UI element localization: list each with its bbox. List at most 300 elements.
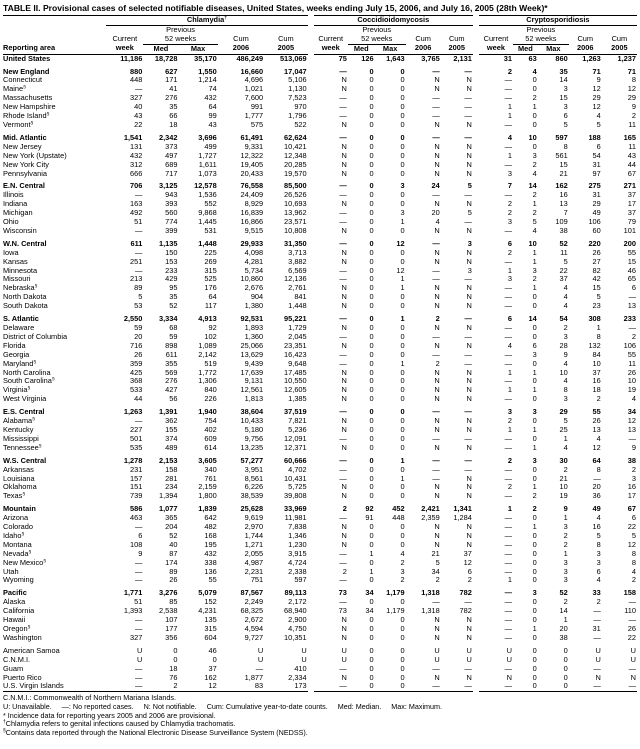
value-cell: 3 <box>563 332 568 341</box>
value-cell: 233 <box>165 266 178 275</box>
value-cell: 0 <box>369 103 374 112</box>
value-cell: 71 <box>592 67 601 76</box>
value-cell: 0 <box>369 359 374 368</box>
reporting-area-cell: Wisconsin <box>3 226 37 235</box>
value-cell: 0 <box>400 293 405 302</box>
table-row <box>3 616 637 625</box>
value-cell: 3,765 <box>421 54 440 63</box>
value-cell: 233 <box>623 315 636 324</box>
value-cell: N <box>341 523 347 532</box>
value-cell: 12 <box>396 239 405 248</box>
value-cell: 8 <box>631 549 636 558</box>
value-cell: — <box>628 664 636 673</box>
value-cell: 8 <box>596 332 601 341</box>
value-cell: 0 <box>532 655 537 664</box>
value-cell: — <box>135 673 143 682</box>
reporting-area-cell: West Virginia <box>3 395 47 404</box>
value-cell: N <box>434 151 440 160</box>
value-cell: N <box>434 531 440 540</box>
value-cell: 24,409 <box>240 191 264 200</box>
value-cell: 2,055 <box>244 549 264 558</box>
value-cell: 29 <box>627 94 636 103</box>
value-cell: 64 <box>208 103 217 112</box>
value-cell: 2 <box>532 94 537 103</box>
value-cell: 17,639 <box>240 368 264 377</box>
weeks52-header: 52 weeks <box>348 35 406 44</box>
reporting-area-cell: North Dakota <box>3 293 47 302</box>
value-cell: U <box>301 646 307 655</box>
value-cell: 597 <box>294 576 307 585</box>
value-cell: 5 <box>563 120 568 129</box>
reporting-area-cell: New York City <box>3 160 50 169</box>
value-cell: 2 <box>563 465 568 474</box>
value-cell: 0 <box>369 275 374 284</box>
value-cell: — <box>504 284 513 293</box>
value-cell: 176 <box>204 284 217 293</box>
value-cell: — <box>406 682 441 691</box>
value-cell: 0 <box>369 191 374 200</box>
reporting-area-cell: New England <box>3 67 50 76</box>
reporting-area-cell: Pacific <box>3 589 27 598</box>
value-cell: N <box>341 169 347 178</box>
value-cell: 356 <box>165 633 178 642</box>
value-cell: 2 <box>400 558 405 567</box>
value-cell: 4,281 <box>244 257 264 266</box>
value-cell: — <box>504 465 513 474</box>
value-cell: 4 <box>563 302 568 311</box>
value-cell: 173 <box>264 682 311 691</box>
table-row <box>3 249 637 258</box>
value-cell: 365 <box>165 514 178 523</box>
value-cell: 4,098 <box>244 248 264 257</box>
value-cell: 52 <box>169 302 178 311</box>
value-cell: 1 <box>507 151 513 160</box>
value-cell: 0 <box>369 655 374 664</box>
value-cell: 2,761 <box>288 284 307 293</box>
value-cell: U <box>506 646 513 655</box>
value-cell: 1,021 <box>244 85 264 94</box>
value-cell: — <box>339 474 347 483</box>
value-cell: 1,271 <box>244 540 264 549</box>
value-cell: 37 <box>463 549 472 558</box>
value-cell: 0 <box>375 682 406 691</box>
value-cell: 0 <box>369 160 374 169</box>
value-cell: N <box>466 625 472 633</box>
value-cell: 4 <box>563 377 568 386</box>
reporting-area-cell: Missouri <box>3 275 31 284</box>
value-cell: — <box>255 664 264 673</box>
value-cell: 2,672 <box>244 616 264 625</box>
value-cell: 5,180 <box>244 425 264 434</box>
reporting-area-header: Reporting area <box>3 44 56 53</box>
reporting-area-cell: Alabama§ <box>3 417 35 426</box>
value-cell: 642 <box>204 514 217 523</box>
value-cell: N <box>341 531 347 540</box>
value-cell: 10 <box>528 239 537 248</box>
value-cell: 107 <box>165 616 178 625</box>
value-cell: 6 <box>631 284 636 293</box>
value-cell: 1,536 <box>198 191 217 200</box>
value-cell: N <box>466 483 472 492</box>
reporting-area-cell: California <box>3 607 35 616</box>
value-cell: 432 <box>204 549 217 558</box>
value-cell: 20,285 <box>284 160 307 169</box>
value-cell: 427 <box>165 386 178 395</box>
value-cell: 55 <box>208 576 217 585</box>
value-cell: 66 <box>169 112 178 121</box>
value-cell: N <box>630 673 636 682</box>
value-cell: 18,728 <box>154 54 178 63</box>
med-header: Med <box>518 44 533 53</box>
value-cell: 12,091 <box>284 434 307 443</box>
value-cell: 106 <box>588 218 601 227</box>
table-row <box>3 227 637 236</box>
disease-table <box>3 15 637 692</box>
value-cell: 34 <box>431 567 440 576</box>
value-cell: 1 <box>532 248 537 257</box>
value-cell: — <box>432 103 440 112</box>
value-cell: 0 <box>369 209 374 218</box>
value-cell: 1,237 <box>617 54 636 63</box>
value-cell: 3,915 <box>288 549 307 558</box>
value-cell: 46 <box>208 646 217 655</box>
value-cell: 51 <box>134 218 143 227</box>
value-cell: 152 <box>204 598 217 607</box>
value-cell: 29 <box>592 200 601 209</box>
value-cell: 225 <box>204 248 217 257</box>
value-cell: 1 <box>507 425 513 434</box>
value-cell: — <box>432 112 440 121</box>
value-cell: 751 <box>250 576 264 585</box>
value-cell: 1,385 <box>288 395 307 404</box>
value-cell: 3 <box>631 474 636 483</box>
value-cell: 43 <box>134 112 143 121</box>
value-cell: N <box>434 341 440 350</box>
value-cell: N <box>434 395 440 404</box>
table-row <box>3 275 637 284</box>
value-cell: — <box>339 598 347 607</box>
region-row <box>3 182 637 191</box>
value-cell: N <box>466 616 472 625</box>
value-cell: 1 <box>596 324 601 332</box>
value-cell: 188 <box>588 133 601 142</box>
value-cell: N <box>434 160 440 169</box>
value-cell: 0 <box>400 386 405 395</box>
reporting-area-cell: Vermont§ <box>3 120 34 129</box>
year-2006-header: 2006 <box>577 44 594 53</box>
value-cell: N <box>341 200 347 209</box>
value-cell: — <box>135 85 143 94</box>
value-cell: — <box>504 664 513 673</box>
value-cell: 0 <box>400 531 405 540</box>
cum-header: Cum <box>233 34 249 44</box>
value-cell: 10,431 <box>284 474 307 483</box>
value-cell: 3,882 <box>288 257 307 266</box>
table-row <box>3 152 637 161</box>
value-cell: — <box>432 266 440 275</box>
value-cell: 9 <box>596 76 601 85</box>
value-cell: 0 <box>400 94 405 103</box>
value-cell: 368 <box>130 377 143 386</box>
value-cell: N <box>466 160 472 169</box>
value-cell: 1,391 <box>158 408 178 417</box>
value-cell: 75 <box>338 54 347 63</box>
table-row <box>3 523 637 532</box>
value-cell: 20,433 <box>240 169 264 178</box>
value-cell: 53 <box>134 302 143 311</box>
value-cell: N <box>595 673 601 682</box>
value-cell: — <box>593 633 601 642</box>
table-row <box>3 333 637 342</box>
value-cell: — <box>464 112 472 121</box>
value-cell: 0 <box>532 646 537 655</box>
value-cell: 12,322 <box>240 151 264 160</box>
value-cell: 162 <box>204 673 217 682</box>
value-cell: 499 <box>204 142 217 151</box>
value-cell: 0 <box>532 434 537 443</box>
value-cell: N <box>341 633 347 642</box>
value-cell: 2 <box>596 598 601 607</box>
value-cell: — <box>339 350 347 359</box>
value-cell: 55 <box>627 248 636 257</box>
value-cell: 3 <box>507 408 513 417</box>
footnotes <box>3 694 637 737</box>
value-cell: 12,136 <box>284 275 307 284</box>
value-cell: 1,135 <box>158 239 178 248</box>
value-cell: 3 <box>507 218 513 227</box>
value-cell: 0 <box>369 341 374 350</box>
week-header: week <box>115 44 134 53</box>
previous-header: Previous <box>526 25 556 34</box>
value-cell: 117 <box>204 302 217 311</box>
blank-cell <box>441 25 476 34</box>
value-cell: 0 <box>369 169 374 178</box>
value-cell: — <box>464 103 472 112</box>
value-cell: 0 <box>400 523 405 532</box>
value-cell: N <box>341 76 347 85</box>
value-cell: 991 <box>250 103 264 112</box>
value-cell: N <box>466 248 472 257</box>
value-cell: 91 <box>365 514 374 523</box>
reporting-area-cell: E.N. Central <box>3 182 45 191</box>
value-cell: 0 <box>532 558 537 567</box>
value-cell: 155 <box>165 425 178 434</box>
value-cell: — <box>432 408 440 417</box>
value-cell: — <box>106 682 143 691</box>
value-cell: 5 <box>467 182 472 191</box>
week-header: week <box>321 44 340 53</box>
reporting-area-cell: Iowa <box>3 248 19 257</box>
value-cell: 0 <box>532 540 537 549</box>
reporting-area-cell: Utah <box>3 567 19 576</box>
reporting-area-cell: C.N.M.I. <box>3 655 31 664</box>
value-cell: 1,727 <box>198 151 217 160</box>
table-row <box>3 492 637 501</box>
value-cell: 1,179 <box>386 589 405 598</box>
value-cell: N <box>466 284 472 293</box>
value-cell: 560 <box>165 209 178 218</box>
value-cell: 2,249 <box>244 598 264 607</box>
value-cell: — <box>464 598 472 607</box>
reporting-area-cell: Michigan <box>3 209 33 218</box>
value-cell: 374 <box>165 434 178 443</box>
value-cell: 0 <box>369 332 374 341</box>
value-cell: 3,696 <box>198 133 217 142</box>
value-cell: N <box>434 257 440 266</box>
value-cell: 35,170 <box>194 54 217 63</box>
value-cell: 0 <box>400 302 405 311</box>
value-cell: — <box>464 94 472 103</box>
value-cell: 0 <box>369 408 374 417</box>
table-row <box>3 656 637 665</box>
value-cell: N <box>341 483 347 492</box>
value-cell: 68,325 <box>240 607 264 616</box>
value-cell: 195 <box>204 540 217 549</box>
value-cell: N <box>434 523 440 532</box>
reporting-area-cell: Louisiana <box>3 474 35 483</box>
value-cell: 200 <box>623 239 636 248</box>
value-cell: 12 <box>592 85 601 94</box>
value-cell: 24 <box>431 182 440 191</box>
value-cell: 6 <box>563 112 568 121</box>
value-cell: — <box>504 558 513 567</box>
value-cell: 231 <box>130 465 143 474</box>
value-cell: N <box>341 85 347 94</box>
value-cell: 1 <box>369 549 374 558</box>
value-cell: 17,047 <box>284 67 307 76</box>
value-cell: 1 <box>369 567 374 576</box>
table-row <box>3 209 637 218</box>
blank-cell <box>106 25 143 34</box>
value-cell: 9,868 <box>198 209 217 218</box>
value-cell: 60,666 <box>284 456 307 465</box>
value-cell: 2 <box>596 395 601 404</box>
table-row <box>3 191 637 200</box>
value-cell: 26 <box>627 368 636 377</box>
value-cell: 2 <box>563 540 568 549</box>
value-cell: 44 <box>627 160 636 169</box>
value-cell: 1 <box>532 425 537 434</box>
reporting-area-cell: Georgia <box>3 350 30 359</box>
value-cell: N <box>506 673 513 682</box>
value-cell: 3 <box>400 567 405 576</box>
table-row <box>3 532 637 541</box>
value-cell: 2,900 <box>288 616 307 625</box>
value-cell: 12 <box>396 266 405 275</box>
value-cell: N <box>466 443 472 452</box>
value-cell: 131 <box>130 142 143 151</box>
value-cell: 12,578 <box>194 182 217 191</box>
value-cell: N <box>434 483 440 492</box>
table-row <box>3 76 637 85</box>
value-cell: 0 <box>563 673 568 682</box>
value-cell: 87 <box>169 549 178 558</box>
value-cell: 0 <box>532 324 537 332</box>
table-body <box>3 54 637 692</box>
previous-header: Previous <box>166 25 195 34</box>
value-cell: 38,539 <box>240 492 264 501</box>
value-cell: 0 <box>532 76 537 85</box>
value-cell: 1,230 <box>288 540 307 549</box>
table-row <box>3 143 637 152</box>
value-cell: 0 <box>532 514 537 523</box>
value-cell: 71 <box>627 67 636 76</box>
value-cell: 40 <box>134 103 143 112</box>
value-cell: — <box>432 275 440 284</box>
reporting-area-cell: Mississippi <box>3 434 39 443</box>
value-cell: — <box>504 257 513 266</box>
value-cell: 3 <box>563 395 568 404</box>
value-cell: 163 <box>130 200 143 209</box>
value-cell: 2 <box>563 531 568 540</box>
value-cell: — <box>504 625 513 633</box>
value-cell: 0 <box>369 324 374 332</box>
region-row <box>3 589 637 598</box>
reporting-area-cell: Rhode Island§ <box>3 112 50 121</box>
value-cell: — <box>464 275 472 284</box>
value-cell: 26 <box>627 625 636 633</box>
reporting-area-cell: Ohio <box>3 218 19 227</box>
value-cell: 6 <box>507 315 513 324</box>
value-cell: — <box>504 443 513 452</box>
value-cell: 46 <box>627 266 636 275</box>
value-cell: 10,550 <box>284 377 307 386</box>
value-cell: 0 <box>532 112 537 121</box>
value-cell: 79 <box>627 218 636 227</box>
value-cell: 0 <box>400 443 405 452</box>
value-cell: — <box>504 549 513 558</box>
value-cell: 0 <box>563 646 568 655</box>
value-cell: 31 <box>592 625 601 633</box>
value-cell: — <box>504 191 513 200</box>
value-cell: 7,523 <box>288 94 307 103</box>
value-cell: 157 <box>130 474 143 483</box>
value-cell: 393 <box>165 200 178 209</box>
value-cell: 11 <box>628 120 636 129</box>
value-cell: 1 <box>400 218 405 227</box>
value-cell: 0 <box>369 673 374 682</box>
value-cell: — <box>135 266 143 275</box>
value-cell: 16 <box>592 377 601 386</box>
reporting-area-cell: District of Columbia <box>3 332 68 341</box>
value-cell: 26 <box>592 248 601 257</box>
value-cell: 604 <box>204 633 217 642</box>
value-cell: 171 <box>165 76 178 85</box>
value-cell: 31 <box>592 160 601 169</box>
value-cell: 0 <box>369 120 374 129</box>
value-cell: 20 <box>592 483 601 492</box>
value-cell: — <box>135 191 143 200</box>
year-2006-header: 2006 <box>232 44 250 53</box>
value-cell: 19,405 <box>240 160 264 169</box>
value-cell: 5 <box>467 209 472 218</box>
value-cell: 970 <box>294 103 307 112</box>
cum-header: Cum <box>278 34 294 44</box>
value-cell: 513,069 <box>279 54 307 63</box>
table-row <box>3 369 637 378</box>
value-cell: 0 <box>369 443 374 452</box>
value-cell: — <box>504 293 513 302</box>
value-cell: 52 <box>169 531 178 540</box>
cum-header: Cum <box>448 34 465 44</box>
value-cell: 717 <box>165 169 178 178</box>
value-cell: 4,987 <box>244 558 264 567</box>
value-cell: — <box>339 182 347 191</box>
reporting-area-cell: Minnesota <box>3 266 38 275</box>
value-cell: 5 <box>532 218 537 227</box>
value-cell: 5 <box>563 417 568 426</box>
value-cell: 6 <box>467 567 472 576</box>
